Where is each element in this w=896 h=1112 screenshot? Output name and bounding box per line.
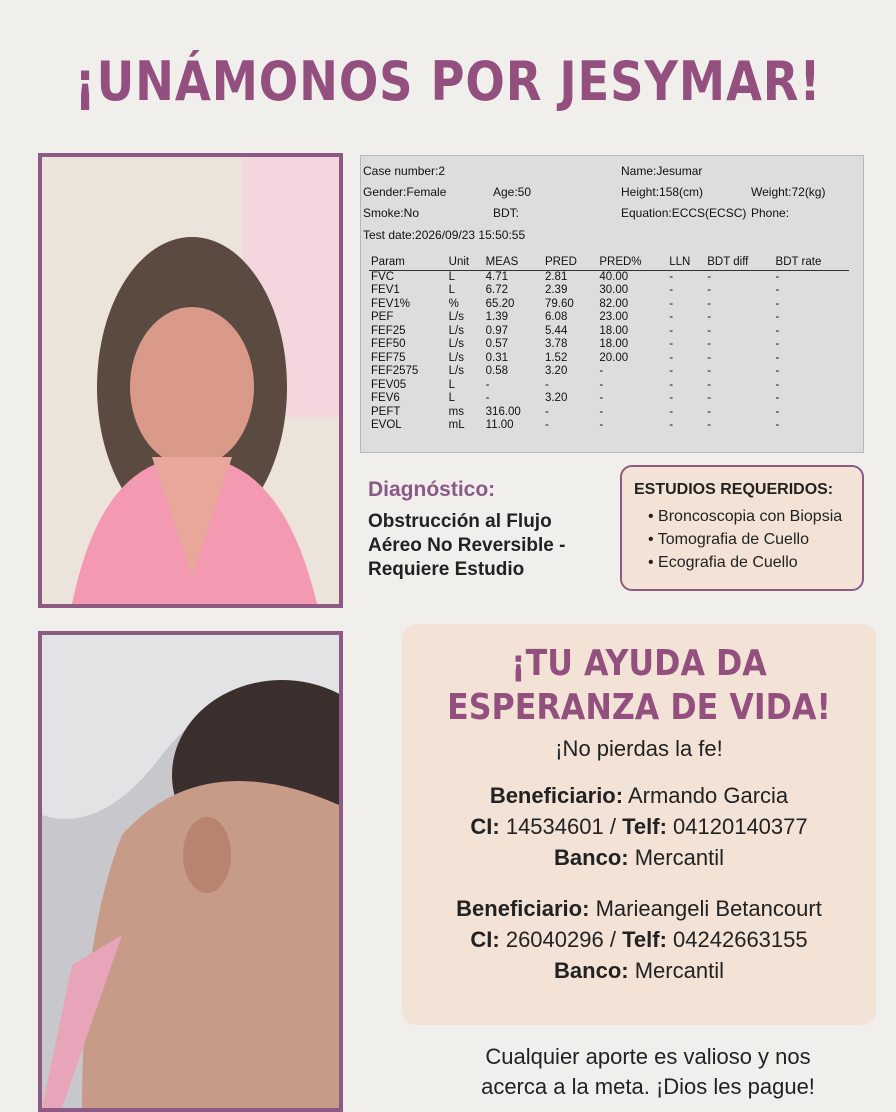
bank-name: Mercantil [634,958,724,983]
table-cell: 3.20 [544,365,568,377]
table-cell: L/s [448,311,464,323]
table-cell: 2.81 [544,270,568,283]
table-cell: - [669,392,674,404]
table-cell: L [448,378,456,391]
table-cell: 3.78 [544,338,568,350]
table-cell: - [669,324,674,337]
bank-label: Banco: [554,958,629,983]
table-cell: L/s [448,365,464,377]
table-cell: - [775,378,780,391]
table-cell: - [669,270,674,283]
table-cell: 30.00 [599,284,629,296]
equation: Equation:ECCS(ECSC) [621,206,747,220]
table-cell: FEF25 [371,324,406,337]
table-cell: L [448,392,456,404]
table-cell: - [544,378,549,391]
table-cell: - [669,351,674,364]
table-cell: - [544,405,549,418]
table-cell: - [485,392,490,404]
table-cell: L/s [448,351,464,364]
table-header-cell: LLN [667,256,705,270]
table-header-cell: Param [369,256,447,270]
table-row [369,338,849,352]
page-title: ¡UNÁMONOS POR JESYMAR! [74,50,822,113]
beneficiary-label: Beneficiario: [489,783,624,808]
table-cell: 6.08 [544,311,568,323]
table-cell: 4.71 [485,270,509,283]
table-cell: - [707,365,712,377]
table-cell: - [669,419,674,431]
table-cell: - [707,392,712,404]
table-cell: - [775,311,780,323]
table-cell: 3.20 [544,392,568,404]
table-cell: - [669,284,674,296]
table-cell: 82.00 [599,297,629,310]
table-cell: - [669,311,674,323]
table-header-row [369,256,849,270]
table-cell: - [599,392,604,404]
separator: / [609,927,616,952]
gender: Gender:Female [363,185,447,199]
table-cell: 0.58 [485,365,509,377]
tel-number: 04242663155 [673,927,808,952]
table-cell: mL [448,419,465,431]
table-cell: - [775,365,780,377]
list-item: • Tomografia de Cuello [648,528,850,551]
table-cell: % [448,297,459,310]
table-cell: FEV05 [371,378,407,391]
beneficiary-1 [402,780,876,811]
table-cell: - [669,365,674,377]
table-cell: - [707,378,712,391]
table-cell: - [707,311,712,323]
table-cell: - [669,297,674,310]
table-cell: PEFT [371,405,401,418]
table-cell: 23.00 [599,311,629,323]
tel-label: Telf: [622,927,667,952]
table-header-cell: BDT diff [705,256,773,270]
studies-title: ESTUDIOS REQUERIDOS: [634,481,834,498]
diagnosis-line-1: Obstrucción al Flujo [368,511,552,532]
table-cell: 79.60 [544,297,574,310]
table-cell: - [669,338,674,350]
table-cell: 1.39 [485,311,509,323]
ci-label: CI: [470,927,500,952]
ci-label: CI: [470,814,500,839]
table-body [369,270,849,433]
table-cell: FEF2575 [371,365,419,377]
table-cell: - [775,351,780,364]
patient-name: Name:Jesumar [621,164,703,178]
smoke: Smoke:No [363,206,420,220]
table-cell: - [775,270,780,283]
weight: Weight:72(kg) [751,185,826,199]
table-cell: - [707,284,712,296]
list-item: • Ecografia de Cuello [648,551,850,574]
help-headline-2: ESPERANZA DE VIDA! [447,687,831,728]
table-cell: - [775,297,780,310]
diagnosis-block [368,478,618,582]
beneficiary-label: Beneficiario: [456,896,590,921]
beneficiary-2-ids [402,924,876,955]
table-cell: - [599,378,604,391]
table-cell: FVC [371,270,394,283]
beneficiary-name: Armando Garcia [627,783,789,808]
table-cell: 20.00 [599,351,629,364]
table-cell: FEV1 [371,284,400,296]
height: Height:158(cm) [621,185,704,199]
footer-line-1: Cualquier aporte es valioso y nos [485,1044,811,1069]
patient-bed-image [42,635,339,1108]
table-row [369,392,849,406]
table-cell: ms [448,405,464,418]
table-cell: 18.00 [599,338,629,350]
table-cell: - [775,392,780,404]
table-cell: - [485,378,490,391]
table-header-cell: Unit [447,256,484,270]
table-cell: - [775,324,780,337]
table-cell: 11.00 [485,419,514,431]
spirometry-table [369,256,849,433]
table-cell: L [448,284,456,296]
table-cell: - [775,419,780,431]
table-header-cell: PRED [543,256,597,270]
table-cell: - [707,270,712,283]
separator: / [609,814,616,839]
list-item: • Broncoscopia con Biopsia [648,505,850,528]
donation-box [402,624,876,1025]
diagnosis-line-2: Aéreo No Reversible - [368,535,566,556]
table-row [369,379,849,393]
table-cell: - [775,284,780,296]
table-cell: - [707,351,712,364]
table-cell: - [599,405,604,418]
tel-number: 04120140377 [673,814,808,839]
table-cell: - [669,405,674,418]
beneficiary-1-bank [402,842,876,873]
table-cell: 0.31 [485,351,509,364]
case-number: Case number:2 [363,164,446,178]
table-cell: FEF75 [371,351,406,364]
table-row [369,365,849,379]
table-cell: 2.39 [544,284,568,296]
spirometry-report [360,155,864,453]
table-cell: - [707,405,712,418]
beneficiary-name: Marieangeli Betancourt [595,896,822,921]
table-cell: 316.00 [485,405,521,418]
phone: Phone: [751,206,790,220]
table-cell: - [544,419,549,431]
table-cell: 65.20 [485,297,515,310]
beneficiary-2 [402,893,876,924]
table-cell: - [707,297,712,310]
table-header-cell: PRED% [597,256,667,270]
help-headline-1: ¡TU AYUDA DA [511,643,767,684]
beneficiary-2-bank [402,955,876,986]
table-header-cell: MEAS [484,256,543,270]
table-row [369,352,849,366]
table-cell: L/s [448,324,464,337]
table-cell: - [599,419,604,431]
faith-text: ¡No pierdas la fe! [555,736,723,761]
table-cell: - [775,405,780,418]
table-cell: - [775,338,780,350]
table-row [369,284,849,298]
patient-portrait-image [42,157,339,604]
table-cell: L [448,270,456,283]
patient-photo [38,153,343,608]
table-cell: FEV1% [371,297,410,310]
test-date: Test date:2026/09/23 15:50:55 [363,228,526,242]
bdt: BDT: [493,206,520,220]
diagnosis-line-3: Requiere Estudio [368,559,525,580]
beneficiary-1-ids [402,811,876,842]
studies-list [634,505,850,574]
patient-bed-photo [38,631,343,1112]
table-cell: - [707,324,712,337]
table-row [369,325,849,339]
table-cell: 5.44 [544,324,568,337]
age: Age:50 [493,185,532,199]
table-cell: - [669,378,674,391]
table-cell: EVOL [371,419,402,431]
bank-label: Banco: [554,845,629,870]
table-cell: FEV6 [371,392,400,404]
table-row [369,270,849,284]
table-cell: - [707,338,712,350]
bank-name: Mercantil [634,845,724,870]
table-cell: 0.57 [485,338,509,350]
table-header-cell: BDT rate [774,256,849,270]
tel-label: Telf: [622,814,667,839]
table-cell: - [707,419,712,431]
table-cell: PEF [371,311,394,323]
table-cell: 40.00 [599,270,629,283]
diagnosis-label: Diagnóstico: [368,478,496,501]
table-row [369,419,849,433]
footer-message [400,1042,896,1102]
table-row [369,406,849,420]
table-cell: 1.52 [544,351,568,364]
table-row [369,298,849,312]
table-cell: 0.97 [485,324,509,337]
table-cell: 6.72 [485,284,509,296]
required-studies-box [620,465,864,591]
table-row [369,311,849,325]
ci-number: 14534601 [505,814,604,839]
footer-line-2: acerca a la meta. ¡Dios les pague! [481,1074,815,1099]
table-cell: - [599,365,604,377]
table-cell: L/s [448,338,464,350]
ci-number: 26040296 [505,927,604,952]
table-cell: 18.00 [599,324,629,337]
table-cell: FEF50 [371,338,406,350]
